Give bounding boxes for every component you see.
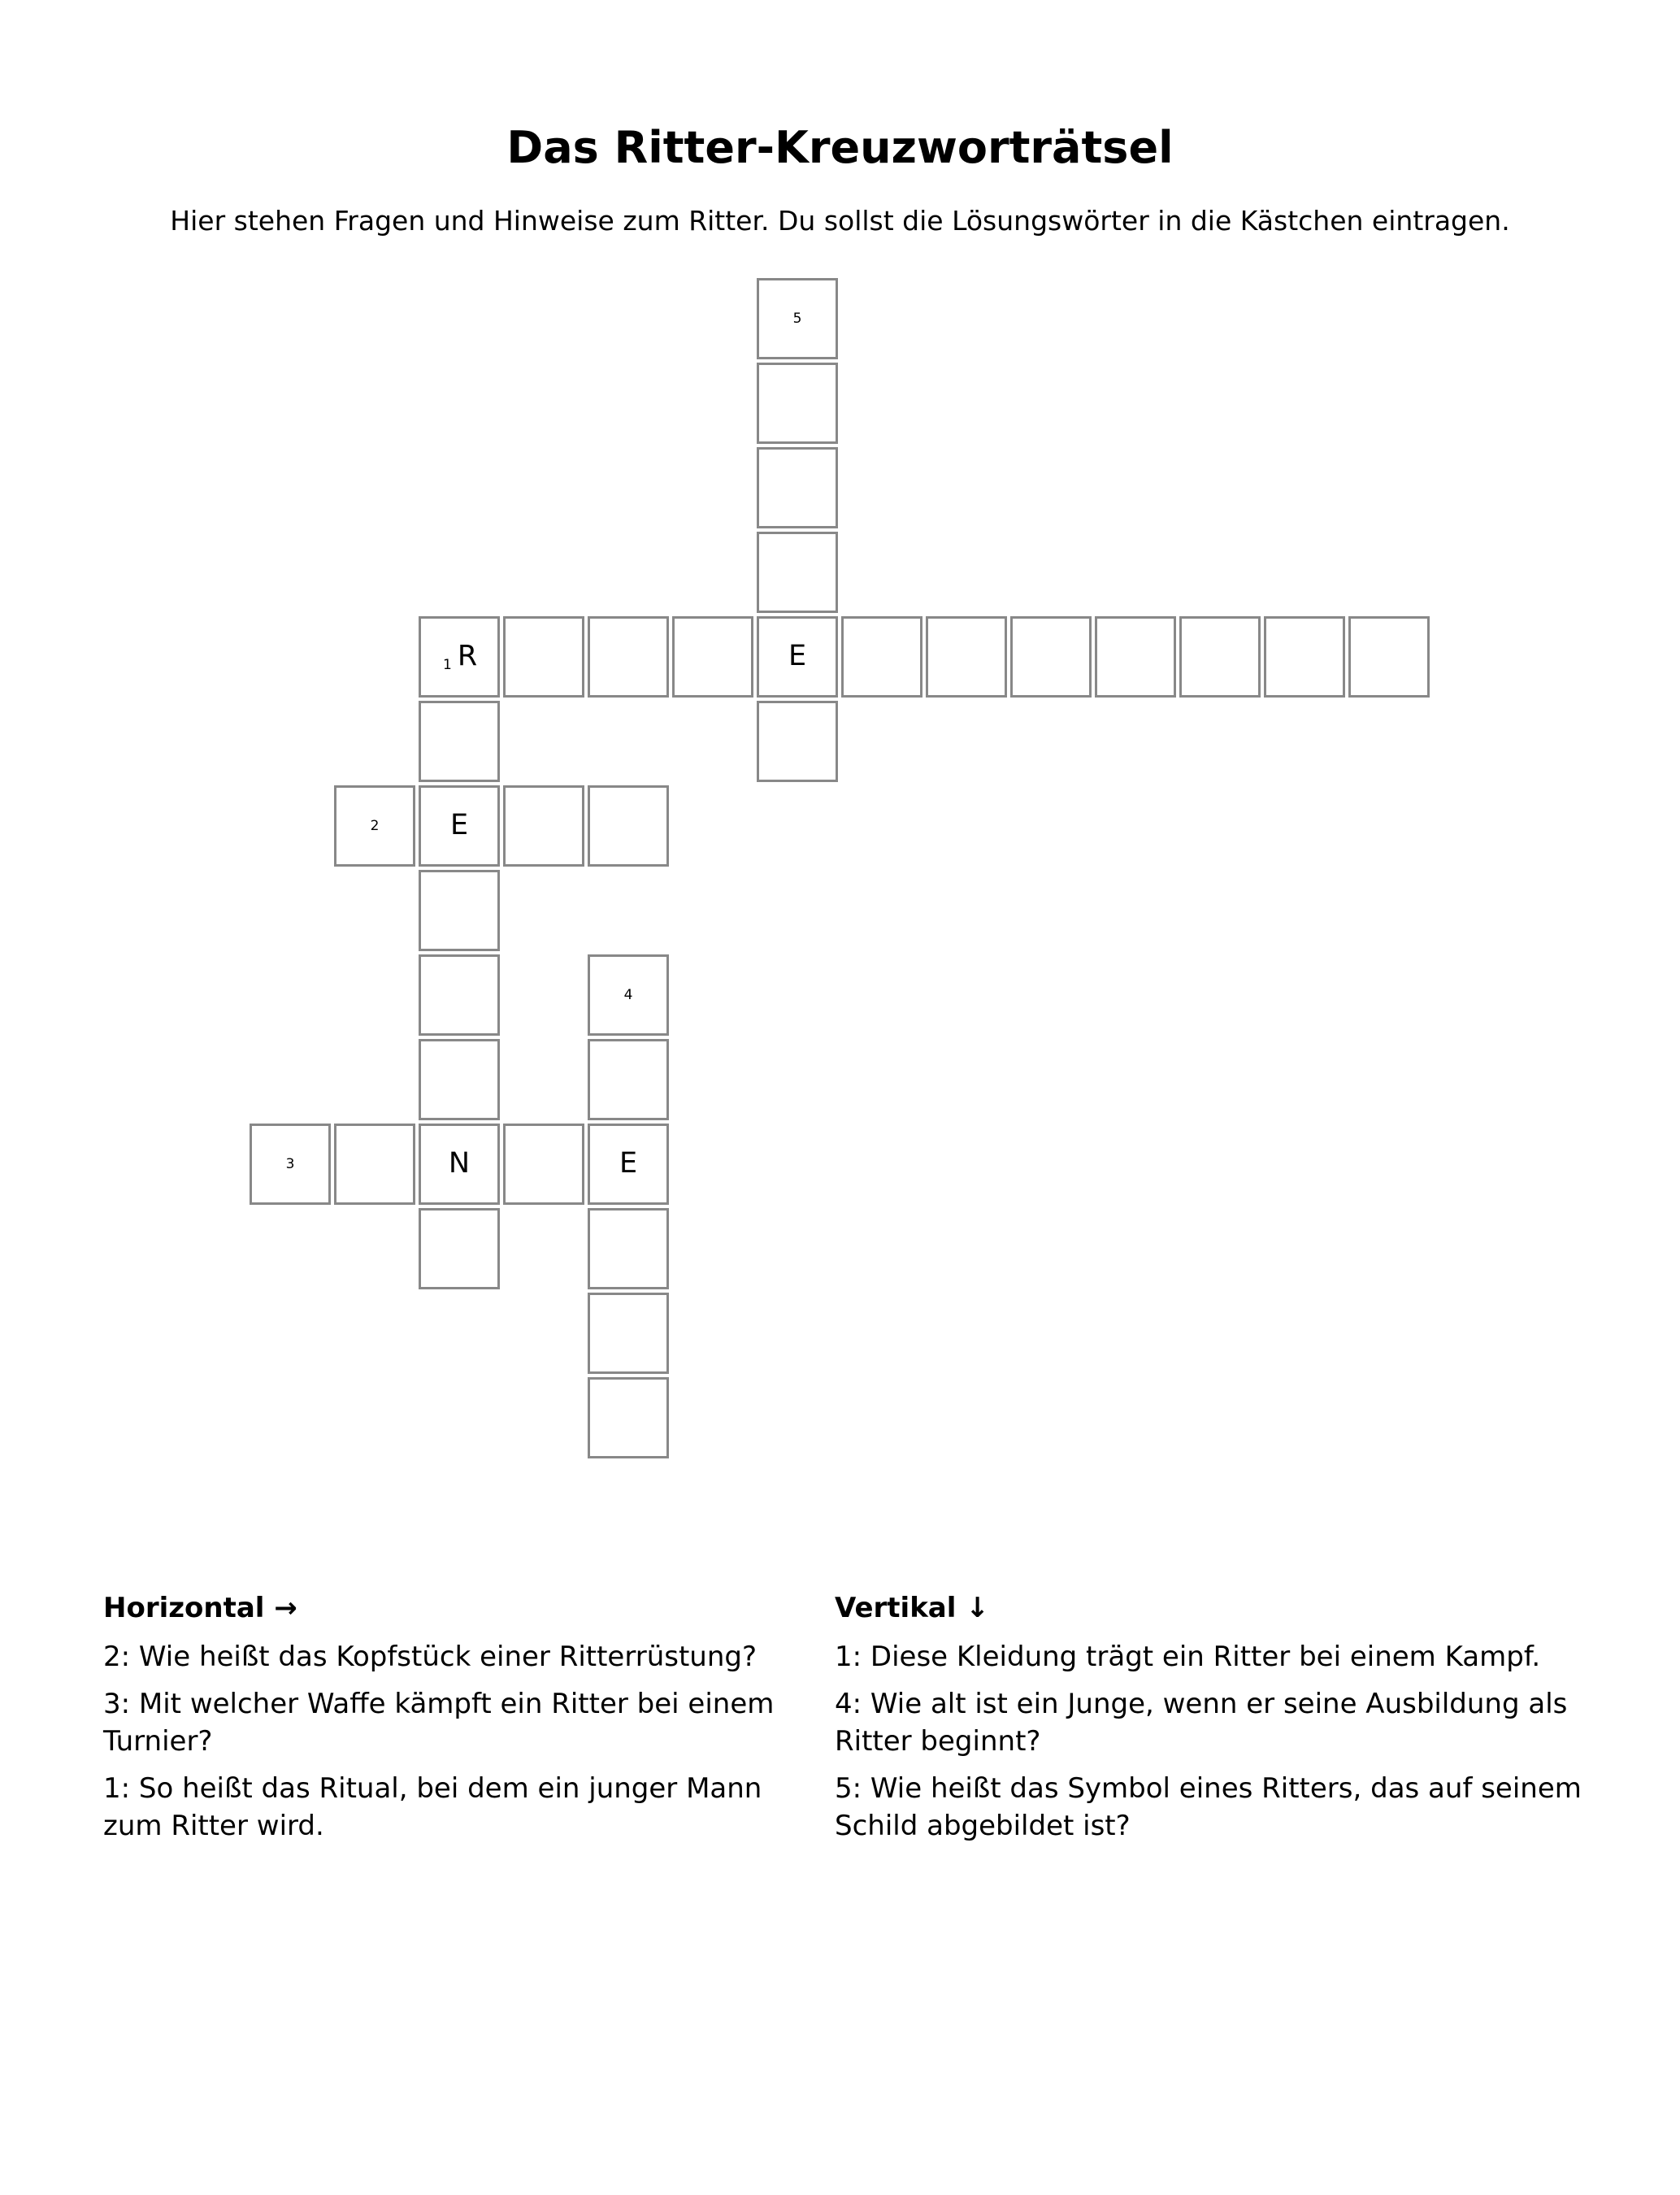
clue-item: 4: Wie alt ist ein Junge, wenn er seine Ausbildung als Ritter beginnt? bbox=[835, 1688, 1568, 1758]
clue-number: 2 bbox=[370, 818, 380, 834]
crossword-cell[interactable] bbox=[334, 785, 415, 867]
crossword-cell[interactable] bbox=[757, 447, 838, 528]
crossword-cell[interactable] bbox=[334, 1124, 415, 1205]
crossword-cell[interactable] bbox=[757, 616, 838, 698]
crossword-cell[interactable] bbox=[588, 1293, 669, 1374]
crossword-cell[interactable] bbox=[419, 1208, 500, 1289]
cell-letter: N bbox=[448, 1147, 471, 1180]
crossword-cell[interactable] bbox=[926, 616, 1007, 698]
crossword-cell[interactable] bbox=[588, 616, 669, 698]
cell-letter: E bbox=[788, 640, 807, 672]
crossword-cell[interactable] bbox=[419, 785, 500, 867]
cell-letter: E bbox=[449, 809, 469, 841]
crossword-cell[interactable] bbox=[588, 1039, 669, 1120]
clue-item: 2: Wie heißt das Kopfstück einer Ritterrüstung? bbox=[103, 1641, 758, 1673]
cell-letter: R bbox=[457, 640, 478, 672]
instructions: Hier stehen Fragen und Hinweise zum Ritter. Du sollst die Lösungswörter in die Kästchen eintragen. bbox=[170, 205, 1510, 237]
crossword-cell[interactable] bbox=[588, 1208, 669, 1289]
crossword-cell[interactable] bbox=[503, 1124, 584, 1205]
crossword-cell[interactable] bbox=[419, 1124, 500, 1205]
clue-item: 3: Mit welcher Waffe kämpft ein Ritter bei einem Turnier? bbox=[103, 1688, 775, 1758]
crossword-cell[interactable] bbox=[503, 616, 584, 698]
crossword-cell[interactable] bbox=[503, 785, 584, 867]
clue-item: 5: Wie heißt das Symbol eines Ritters, das auf seinem Schild abgebildet ist? bbox=[835, 1772, 1582, 1842]
crossword-cell[interactable] bbox=[757, 532, 838, 613]
crossword-cell[interactable] bbox=[588, 1377, 669, 1458]
crossword-cell[interactable] bbox=[1095, 616, 1176, 698]
crossword-cell[interactable] bbox=[419, 701, 500, 782]
clue-item: 1: So heißt das Ritual, bei dem ein junger Mann zum Ritter wird. bbox=[103, 1772, 762, 1842]
crossword-cell[interactable] bbox=[250, 1124, 331, 1205]
clue-number: 1 bbox=[443, 657, 452, 673]
crossword-cell[interactable] bbox=[757, 701, 838, 782]
clues-horizontal bbox=[103, 1589, 802, 1854]
clue-number: 5 bbox=[792, 311, 802, 327]
clue-item: 1: Diese Kleidung trägt ein Ritter bei einem Kampf. bbox=[835, 1641, 1541, 1673]
clue-number: 4 bbox=[623, 987, 633, 1003]
crossword-cell[interactable] bbox=[419, 870, 500, 951]
crossword-cell[interactable] bbox=[672, 616, 753, 698]
crossword-cell[interactable] bbox=[1264, 616, 1345, 698]
crossword-cell[interactable] bbox=[1010, 616, 1092, 698]
cell-letter: E bbox=[619, 1147, 638, 1180]
crossword-cell[interactable] bbox=[588, 785, 669, 867]
crossword-cell[interactable] bbox=[841, 616, 922, 698]
crossword-cell[interactable] bbox=[588, 1124, 669, 1205]
crossword-cell[interactable] bbox=[757, 278, 838, 359]
vertical-heading: Vertikal ↓ bbox=[835, 1592, 989, 1624]
crossword-cell[interactable] bbox=[1348, 616, 1430, 698]
crossword-cell[interactable] bbox=[419, 1039, 500, 1120]
horizontal-heading: Horizontal → bbox=[103, 1592, 297, 1624]
page-title: Das Ritter-Kreuzworträtsel bbox=[506, 122, 1174, 173]
crossword-cell[interactable] bbox=[1179, 616, 1261, 698]
clues-vertical bbox=[835, 1589, 1615, 1854]
crossword-cell[interactable] bbox=[419, 616, 500, 698]
clue-number: 3 bbox=[285, 1156, 295, 1172]
crossword-cell[interactable] bbox=[588, 954, 669, 1036]
crossword-cell[interactable] bbox=[419, 954, 500, 1036]
crossword-cell[interactable] bbox=[757, 363, 838, 444]
